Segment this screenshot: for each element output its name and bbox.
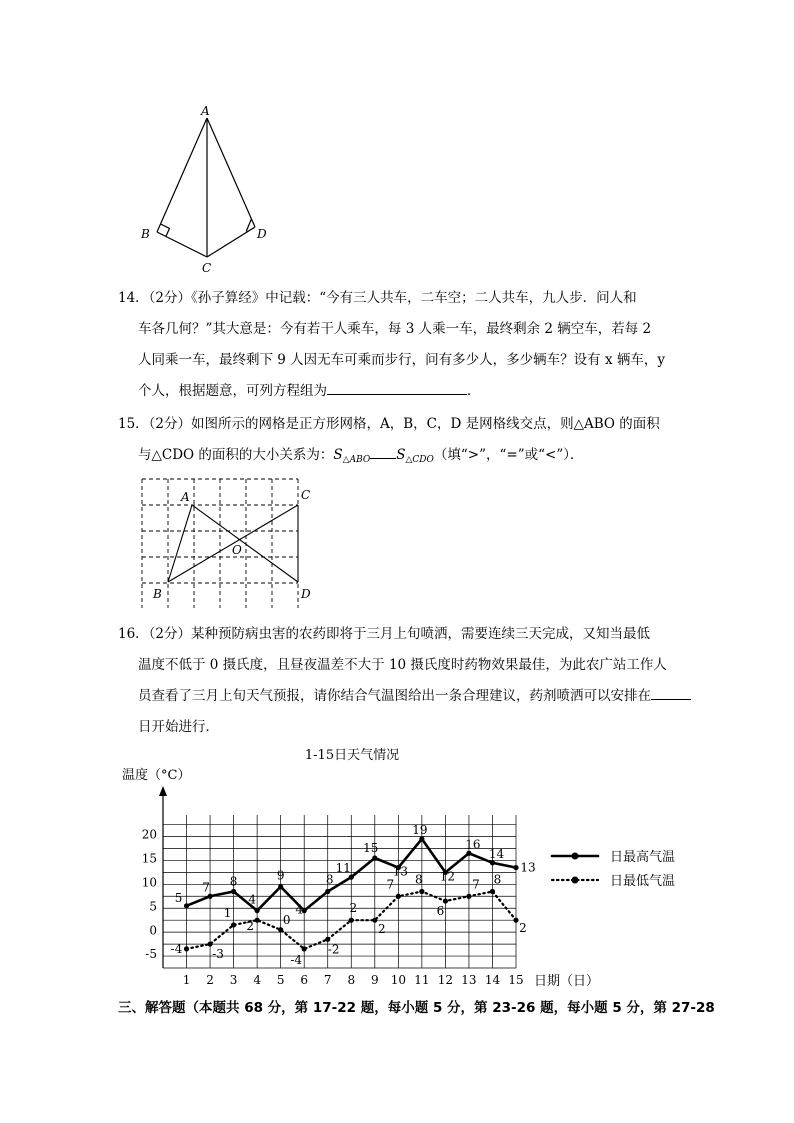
q14-line-4-text: 个人，根据题意，可列方程组为 <box>138 383 327 399</box>
high-temp-point <box>207 894 212 899</box>
kite-label-d: D <box>257 227 267 241</box>
low-temp-data-label: 8 <box>493 872 502 887</box>
question-16 <box>118 619 678 743</box>
low-temp-data-label: 2 <box>246 919 254 934</box>
q16-line-2: 温度不低于 0 摄氏度，且昼夜温差不大于 10 摄氏度时药物效果最佳，为此农广站工作人 <box>138 657 667 673</box>
high-temp-point <box>466 851 471 856</box>
legend-low-temp-label: 日最低气温 <box>610 874 676 889</box>
high-temp-data-label: 8 <box>229 874 238 889</box>
low-temp-point <box>302 946 307 951</box>
chart-y-axis-label: 温度（°C） <box>122 768 191 783</box>
q14-line-3: 人同乘一车，最终剩下 9 人因无车可乘而步行，问有多少人，多少辆车？设有 x 辆车，y <box>138 352 665 368</box>
chart-x-tick-label: 3 <box>229 973 238 987</box>
chart-x-tick-label: 15 <box>508 973 524 987</box>
low-temp-point <box>255 918 260 923</box>
low-temp-point <box>325 937 330 942</box>
low-temp-data-label: 2 <box>349 901 358 916</box>
kite-edge-bc <box>157 232 207 257</box>
question-14 <box>118 283 678 407</box>
high-temp-point <box>372 855 377 860</box>
high-temp-data-label: 5 <box>174 890 183 905</box>
low-temp-data-label: 0 <box>282 912 291 927</box>
low-temp-data-label: 2 <box>377 922 386 937</box>
high-temp-point <box>255 908 260 913</box>
high-temp-point <box>278 884 283 889</box>
q15-segment-ad <box>192 505 298 582</box>
high-temp-data-label: 16 <box>465 837 481 852</box>
chart-x-tick-label: 2 <box>206 973 214 987</box>
kite-edge-dc <box>207 227 255 257</box>
high-temp-point <box>490 860 495 865</box>
q16-line-3-text: 员查看了三月上旬天气预报，请你结合气温图给出一条合理建议，药剂喷洒可以安排在 <box>138 688 651 704</box>
q14-line-4 <box>118 376 678 407</box>
low-temp-data-label: -4 <box>290 952 303 967</box>
q15-label-d: D <box>301 587 311 601</box>
chart-y-tick-label: 15 <box>141 851 157 866</box>
chart-x-tick-label: 1 <box>182 973 191 987</box>
q15-line-2-end: （填“>”，“=”或“<”）． <box>433 447 584 463</box>
chart-x-tick-label: 9 <box>370 973 379 987</box>
low-temp-data-label: 1 <box>223 905 232 920</box>
q16-line-1: 16．（2分）某种预防病虫害的农药即将于三月上旬喷洒，需要连续三天完成，又知当最低 <box>118 626 651 642</box>
q15-s-cdo: S <box>396 447 406 463</box>
high-temp-point <box>184 903 189 908</box>
chart-x-tick-label: 4 <box>253 973 261 987</box>
high-temp-data-label: 11 <box>335 861 351 876</box>
kite-edge-ad <box>207 118 255 227</box>
q15-label-c: C <box>301 488 311 502</box>
low-temp-point <box>513 918 518 923</box>
high-temp-point <box>325 889 330 894</box>
q15-label-b: B <box>153 587 162 601</box>
legend-marker <box>572 877 579 884</box>
q15-label-a: A <box>181 490 190 504</box>
q15-s-abo: S <box>333 447 343 463</box>
chart-x-tick-label: 6 <box>300 973 309 987</box>
low-temp-point <box>443 898 448 903</box>
chart-x-tick-label: 13 <box>461 973 477 987</box>
q15-sub-cdo: △CDO <box>405 455 434 465</box>
low-temp-point <box>231 922 236 927</box>
chart-x-tick-label: 5 <box>276 973 285 987</box>
q14-answer-blank[interactable] <box>327 380 467 395</box>
chart-y-tick-label: 20 <box>141 827 157 842</box>
high-temp-data-label: 15 <box>363 841 379 856</box>
chart-x-tick-label: 7 <box>323 973 332 987</box>
high-temp-data-label: 12 <box>439 869 456 884</box>
low-temp-data-label: -4 <box>170 941 183 956</box>
temperature-chart <box>110 740 710 990</box>
chart-x-tick-label: 12 <box>437 973 454 987</box>
high-temp-data-label: 4 <box>295 902 304 917</box>
q15-line-2-start: 与△CDO 的面积的大小关系为： <box>138 447 334 463</box>
q16-line-3 <box>118 681 678 712</box>
q15-answer-blank[interactable] <box>370 444 396 459</box>
chart-x-axis-label: 日期（日） <box>534 974 600 989</box>
chart-x-tick-label: 14 <box>484 973 501 987</box>
q14-line-2: 车各几何？”其大意是：今有若干人乘车，每 3 人乘一车，最终剩余 2 辆空车，若每 2 <box>138 321 652 337</box>
chart-title: 1-15日天气情况 <box>304 748 400 763</box>
high-temp-data-label: 14 <box>488 846 505 861</box>
legend-marker <box>572 853 579 860</box>
question-15 <box>118 409 678 476</box>
section-3-title: 三、解答题（本题共 68 分，第 17-22 题，每小题 5 分，第 23-26 题，每小题 5 分，第 27-28 <box>118 1000 715 1016</box>
low-temp-data-label: -3 <box>212 947 224 962</box>
low-temp-point <box>184 946 189 951</box>
low-temp-point <box>466 894 471 899</box>
high-temp-point <box>231 889 236 894</box>
low-temp-point <box>419 889 424 894</box>
high-temp-data-label: 9 <box>276 868 285 883</box>
high-temp-data-label: 13 <box>392 864 408 879</box>
high-temp-data-label: 13 <box>520 860 536 875</box>
low-temp-point <box>349 918 354 923</box>
high-temp-point <box>349 875 354 880</box>
q15-line-1: 15．（2分）如图所示的网格是正方形网格，A，B，C，D 是网格线交点，则△ABO 的面积 <box>118 416 660 432</box>
kite-figure <box>135 100 285 280</box>
chart-y-tick-label: -5 <box>145 947 157 962</box>
legend-high-temp-label: 日最高气温 <box>610 850 676 865</box>
q15-grid-figure <box>135 478 335 608</box>
chart-x-tick-label: 11 <box>414 973 430 987</box>
q15-line-2 <box>118 440 678 476</box>
q15-sub-abo: △ABO <box>342 455 371 465</box>
low-temp-data-label: -2 <box>327 942 340 957</box>
q14-line-4-end: ． <box>467 383 481 399</box>
low-temp-data-label: 6 <box>436 904 445 919</box>
high-temp-data-label: 7 <box>202 880 210 895</box>
high-temp-data-label: 19 <box>412 822 428 837</box>
q15-label-o: O <box>232 543 242 557</box>
chart-y-tick-label: 10 <box>141 875 157 890</box>
high-temp-data-label: 4 <box>248 892 256 907</box>
chart-x-tick-label: 8 <box>347 973 356 987</box>
low-temp-point <box>490 889 495 894</box>
kite-label-b: B <box>141 227 150 241</box>
chart-x-tick-label: 10 <box>390 973 406 987</box>
high-temp-data-label: 8 <box>325 872 334 887</box>
low-temp-data-label: 8 <box>415 872 423 887</box>
high-temp-point <box>513 865 518 870</box>
kite-label-c: C <box>202 261 212 275</box>
low-temp-point <box>207 941 212 946</box>
chart-y-axis-arrow <box>159 786 167 796</box>
low-temp-data-label: 7 <box>472 877 480 892</box>
q16-line-4: 日开始进行． <box>138 719 219 735</box>
chart-y-tick-label: 5 <box>149 899 157 914</box>
low-temp-point <box>396 894 401 899</box>
chart-y-tick-label: 0 <box>149 923 157 938</box>
low-temp-point <box>372 918 377 923</box>
low-temp-point <box>278 927 283 932</box>
high-temp-point <box>419 836 424 841</box>
low-temp-data-label: 2 <box>519 921 527 936</box>
q14-line-1: 14．（2分）《孙子算经》中记载：“今有三人共车，二车空；二人共车，九人步．问人和 <box>118 290 637 306</box>
q16-answer-blank[interactable] <box>651 685 691 700</box>
kite-edge-ab <box>157 118 207 232</box>
kite-label-a: A <box>201 104 210 118</box>
low-temp-data-label: 7 <box>386 877 395 892</box>
